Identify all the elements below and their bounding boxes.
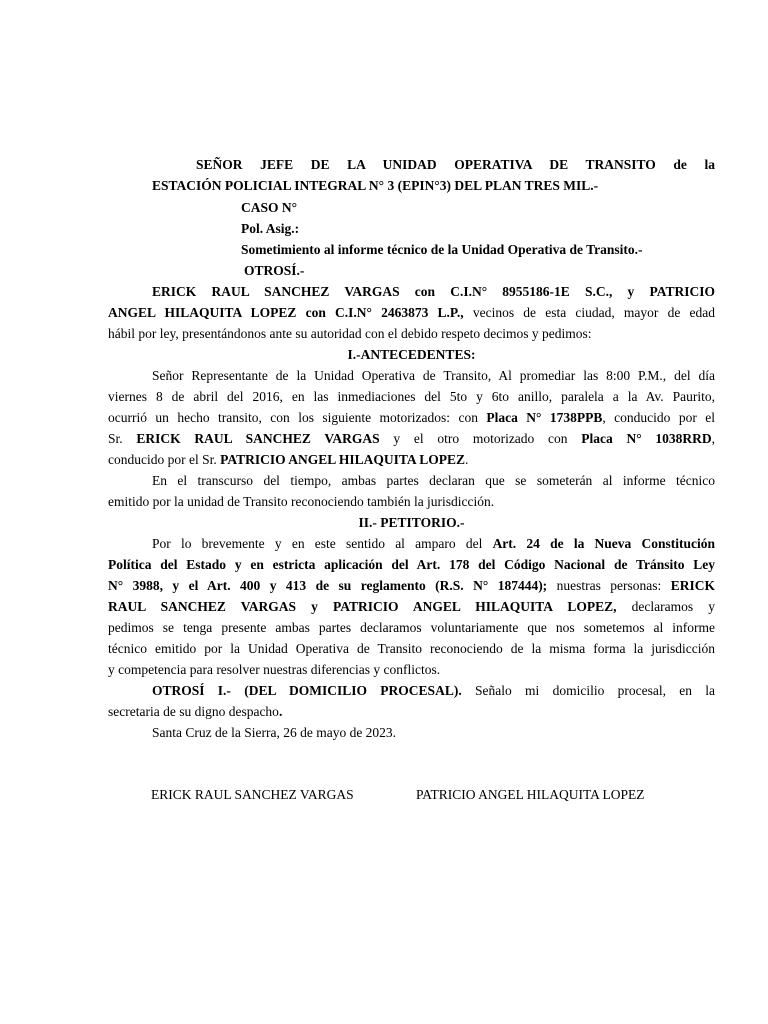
legal-reference: N° 3988, y el Art. 400 y 413 de su reglamento (R.S. N° 187444); xyxy=(108,578,548,593)
text-run: ocurrió un hecho transito, con los siguiente motorizados: con xyxy=(108,410,487,425)
petitorio-line-3 xyxy=(108,576,715,596)
text-run: conducido por el Sr. xyxy=(108,452,221,467)
antecedentes-line-4 xyxy=(108,429,715,449)
petitorio-line-5: pedimos se tenga presente ambas partes declaramos voluntariamente que nos sometemos al informe xyxy=(108,620,715,635)
subject-line: Sometimiento al informe técnico de la Unidad Operativa de Transito.- xyxy=(241,242,643,257)
addressee-line-1: SEÑOR JEFE DE LA UNIDAD OPERATIVA DE TRANSITO de la xyxy=(196,157,715,172)
antecedentes-p2-line-1: En el transcurso del tiempo, ambas partes declaran que se someterán al informe técnico xyxy=(152,473,715,488)
signature-1: ERICK RAUL SANCHEZ VARGAS xyxy=(151,787,354,802)
antecedentes-p2-line-2: emitido por la unidad de Transito reconociendo también la jurisdicción. xyxy=(108,494,495,509)
text-run: declaramos y xyxy=(631,599,716,614)
text-run: Sr. xyxy=(108,431,137,446)
text-run: nuestras personas: xyxy=(556,578,671,593)
assigned-police: Pol. Asig.: xyxy=(241,221,300,236)
petitorio-line-7: y competencia para resolver nuestras diferencias y conflictos. xyxy=(108,662,441,677)
petitorio-line-4 xyxy=(108,597,715,617)
intro-text: vecinos de esta ciudad, mayor de edad xyxy=(463,305,715,320)
text-run: , conducido por el xyxy=(602,410,715,425)
text-run: . xyxy=(465,452,469,467)
plate-2: Placa N° 1038RRD xyxy=(581,431,712,446)
case-number: CASO N° xyxy=(241,200,298,215)
petitorio-line-6: técnico emitido por la Unidad Operativa de Transito reconociendo de la misma forma la jurisdicción xyxy=(108,641,715,656)
intro-line-3: hábil por ley, presentándonos ante su autoridad con el debido respeto decimos y pedimos: xyxy=(108,326,592,341)
antecedentes-line-3 xyxy=(108,408,715,428)
section-heading-petitorio: II.- PETITORIO.- xyxy=(358,515,465,530)
otrosi1-line-2 xyxy=(108,702,768,722)
signature-2: PATRICIO ANGEL HILAQUITA LOPEZ xyxy=(416,787,645,802)
otrosi1-heading: OTROSÍ I.- (DEL DOMICILIO PROCESAL). xyxy=(152,683,462,698)
text-run: , xyxy=(711,431,715,446)
intro-line-2 xyxy=(108,303,715,323)
driver-1: ERICK RAUL SANCHEZ VARGAS xyxy=(136,431,380,446)
addressee-line-2: ESTACIÓN POLICIAL INTEGRAL N° 3 (EPIN°3) DEL PLAN TRES MIL.- xyxy=(152,178,599,193)
party-name: ERICK xyxy=(670,578,715,593)
intro-parties: ANGEL HILAQUITA LOPEZ con C.I.N° 2463873 L.P., xyxy=(108,305,464,320)
party-names: RAUL SANCHEZ VARGAS y PATRICIO ANGEL HILAQUITA LOPEZ, xyxy=(108,599,617,614)
petitorio-line-2: Política del Estado y en estricta aplicación del Art. 178 del Código Nacional de Tránsito Ley xyxy=(108,557,715,572)
text-run: y el otro motorizado con xyxy=(393,431,582,446)
intro-line-1: ERICK RAUL SANCHEZ VARGAS con C.I.N° 8955186-1E S.C., y PATRICIO xyxy=(152,284,715,299)
plate-1: Placa N° 1738PPB xyxy=(486,410,603,425)
text-run: . xyxy=(278,704,283,719)
driver-2: PATRICIO ANGEL HILAQUITA LOPEZ xyxy=(220,452,466,467)
section-heading-antecedentes: I.-ANTECEDENTES: xyxy=(347,347,476,362)
antecedentes-line-5 xyxy=(108,450,768,470)
text-run: Por lo brevemente y en este sentido al amparo del xyxy=(152,536,493,551)
antecedentes-line-2: viernes 8 de abril del 2016, en las inmediaciones del 5to y 6to anillo, paralela a la Av. Paurito, xyxy=(108,389,715,404)
antecedentes-line-1: Señor Representante de la Unidad Operativa de Transito, Al promediar las 8:00 P.M., del día xyxy=(152,368,715,383)
otrosi-header: OTROSÍ.- xyxy=(244,263,305,278)
otrosi1-line-1 xyxy=(152,681,715,701)
petitorio-line-1 xyxy=(152,534,715,554)
date-place: Santa Cruz de la Sierra, 26 de mayo de 2023. xyxy=(152,725,397,740)
legal-reference: Art. 24 de la Nueva Constitución xyxy=(492,536,716,551)
text-run: secretaria de su digno despacho xyxy=(108,704,279,719)
text-run: Señalo mi domicilio procesal, en la xyxy=(475,683,716,698)
